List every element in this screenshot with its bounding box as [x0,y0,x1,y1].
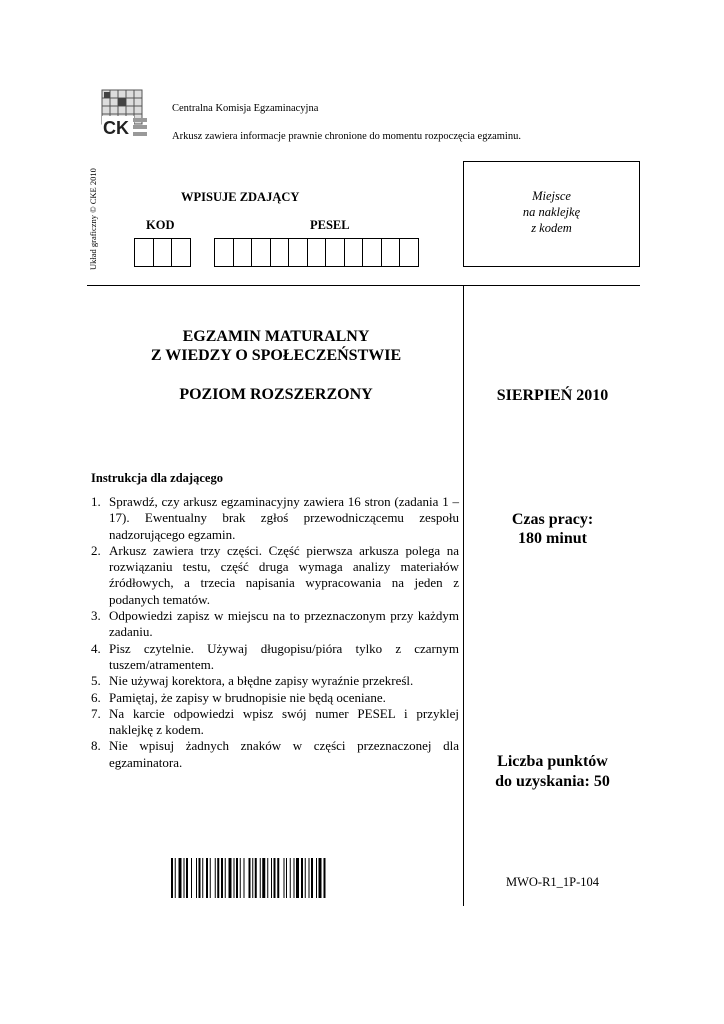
pesel-boxes[interactable] [214,238,418,267]
sticker-line: na naklejkę [522,205,581,219]
pesel-box[interactable] [399,238,419,267]
barcode-bar [324,858,326,898]
candidate-heading: WPISUJE ZDAJĄCY [181,190,300,204]
pesel-box[interactable] [381,238,401,267]
instruction-item: 3. Odpowiedzi zapisz w miejscu na to przeznaczonym przy każdym zadaniu. [91,608,459,640]
barcode-bar [179,858,182,898]
barcode-bar [311,858,313,898]
barcode-bar [225,858,226,898]
kod-box[interactable] [171,238,191,267]
barcode-bar [215,858,216,898]
kod-boxes[interactable] [134,238,190,267]
barcode-bar [274,858,276,898]
pesel-box[interactable] [251,238,271,267]
exam-title-line2: Z WIEDZY O SPOŁECZEŃSTWIE [150,347,402,364]
instruction-item: 2. Arkusz zawiera trzy części. Część pierwsza arkusza polega na rozwiązaniu testu, część druga wymaga analizy materiałów źródłowych, a trzecia napisania wypracowania na jeden z podanych tematów. [91,542,459,607]
barcode-bar [240,858,241,898]
barcode-bar [229,858,232,898]
pesel-box[interactable] [307,238,327,267]
sheet-code: MWO-R1_1P-104 [505,875,600,889]
instruction-item: 8. Nie wpisuj żadnych znaków w części przeznaczonej dla egzaminatora. [91,738,459,770]
barcode-bar [309,858,310,898]
time-label: Czas pracy: [511,511,594,528]
pesel-box[interactable] [344,238,364,267]
svg-text:CK: CK [103,118,129,138]
barcode-bar [262,858,265,898]
pesel-box[interactable] [362,238,382,267]
exam-level: POZIOM ROZSZERZONY [179,386,373,403]
kod-box[interactable] [134,238,154,267]
graphic-credit: Układ graficzny © CKE 2010 [88,168,98,270]
institution-name: Centralna Komisja Egzaminacyjna [172,103,319,114]
barcode-bar [271,858,272,898]
barcode-bar [255,858,257,898]
sticker-line: Miejsce [532,189,571,203]
barcode-bar [217,858,219,898]
pesel-box[interactable] [288,238,308,267]
barcode-bar [196,858,197,898]
barcode-bar [319,858,322,898]
barcode-bar [236,858,238,898]
vertical-divider [463,285,464,906]
barcode-bar [186,858,188,898]
barcode-bar [221,858,223,898]
barcode-bar [286,858,287,898]
sticker-line: z kodem [531,221,572,235]
sticker-placeholder [463,161,640,267]
barcode [171,858,380,898]
instruction-item: 4. Pisz czytelnie. Używaj długopisu/pióra tylko z czarnym tuszem/atramentem. [91,640,459,672]
barcode-bar [290,858,291,898]
instruction-item: 1. Sprawdź, czy arkusz egzaminacyjny zawiera 16 stron (zadania 1 – 17). Ewentualny brak zgłoś przewodniczącemu zespołu nadzorującego egzamin. [91,494,459,542]
points-label: Liczba punktów [497,753,608,770]
instructions-list [91,494,459,771]
time-value: 180 minut [518,530,587,547]
instruction-item: 5. Nie używaj korektora, a błędne zapisy wyraźnie przekreśl. [91,673,414,689]
barcode-bar [260,858,261,898]
barcode-bar [171,858,173,898]
barcode-bar [267,858,268,898]
points-block [465,752,640,792]
barcode-bar [191,858,192,898]
barcode-bar [234,858,235,898]
horizontal-divider [87,285,640,286]
barcode-bar [296,858,299,898]
pesel-box[interactable] [270,238,290,267]
barcode-bar [199,858,201,898]
exam-session: SIERPIEŃ 2010 [496,387,609,404]
instruction-item: 7. Na karcie odpowiedzi wpisz swój numer PESEL i przyklej naklejkę z kodem. [91,705,459,738]
kod-label: KOD [146,218,175,232]
barcode-bar [184,858,185,898]
pesel-label: PESEL [310,218,350,232]
pesel-box[interactable] [214,238,234,267]
exam-title-line1: EGZAMIN MATURALNY [182,328,370,345]
barcode-bar [284,858,285,898]
barcode-bar [301,858,303,898]
barcode-bar [210,858,211,898]
barcode-bar [316,858,317,898]
barcode-bar [305,858,306,898]
cke-logo [100,88,150,140]
points-value: do uzyskania: 50 [495,773,610,790]
barcode-bar [277,858,279,898]
time-block [465,510,640,548]
barcode-bar [294,858,295,898]
pesel-box[interactable] [233,238,253,267]
protection-notice: Arkusz zawiera informacje prawnie chronione do momentu rozpoczęcia egzaminu. [172,131,521,142]
instruction-item: 6. Pamiętaj, że zapisy w brudnopisie nie będą oceniane. [91,689,386,705]
barcode-bar [202,858,203,898]
barcode-bar [244,858,245,898]
barcode-bar [252,858,253,898]
instructions-heading: Instrukcja dla zdającego [91,471,223,485]
barcode-bar [175,858,176,898]
pesel-box[interactable] [325,238,345,267]
barcode-bar [206,858,208,898]
barcode-bar [249,858,251,898]
kod-box[interactable] [153,238,173,267]
